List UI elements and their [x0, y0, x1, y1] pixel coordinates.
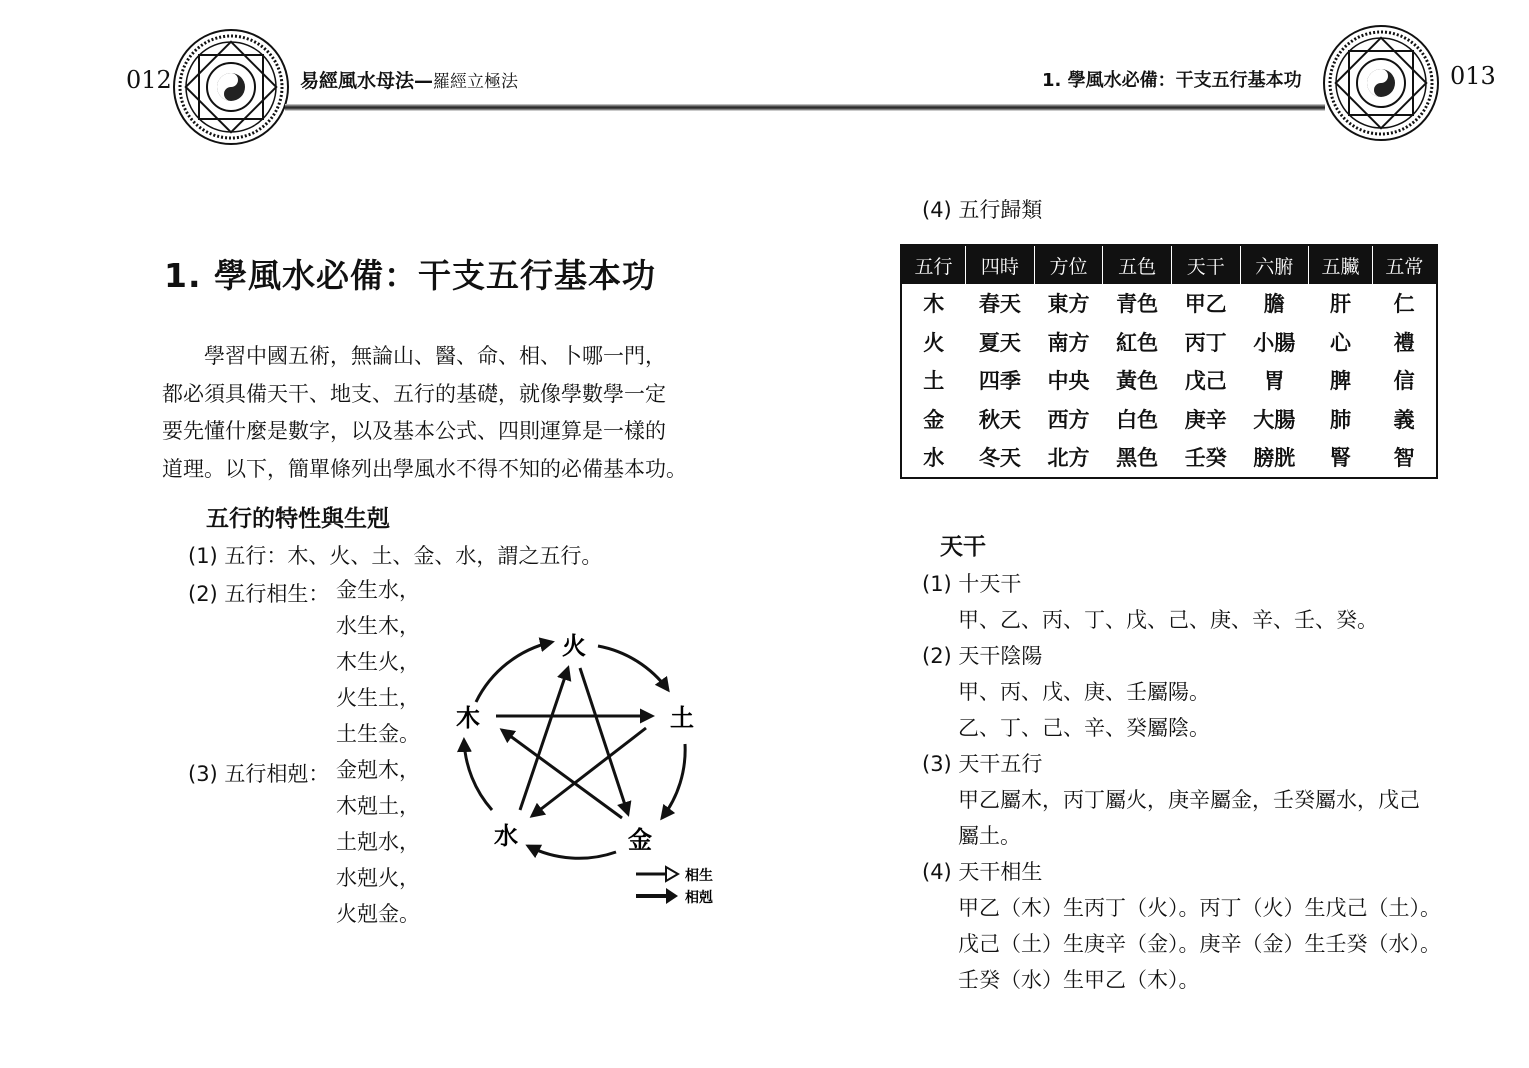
stem-item-line: 戊己（土）生庚辛（金）。庚辛（金）生壬癸（水）。 — [958, 932, 1441, 956]
list-item: 金生水， — [336, 578, 420, 602]
stem-item-line: 甲乙（木）生丙丁（火）。丙丁（火）生戊己（土）。 — [958, 896, 1441, 920]
header-rule — [285, 104, 1325, 111]
table-header-cell: 五行 — [901, 245, 966, 284]
table-cell: 白色 — [1116, 407, 1159, 432]
table-header-cell: 方位 — [1034, 245, 1103, 284]
section-title-heavenly-stems: 天干 — [940, 534, 986, 560]
water-overcomes-fire-arrow — [520, 668, 568, 810]
water-to-wood-arrow — [464, 740, 492, 810]
table-row — [901, 400, 1437, 439]
book-subtitle: 羅經立極法 — [433, 72, 519, 92]
table-cell: 義 — [1393, 407, 1415, 432]
table-cell: 木 — [923, 292, 945, 317]
table-cell: 中央 — [1047, 369, 1090, 394]
left-running-header — [300, 66, 518, 93]
list-item: 火生土， — [336, 686, 420, 710]
intro-line: 都必須具備天干、地支、五行的基礎，就像學數學一定 — [162, 381, 666, 406]
right-running-header: 1. 學風水必備：干支五行基本功 — [1042, 70, 1302, 91]
table-cell: 心 — [1329, 330, 1351, 355]
stem-item-line: 甲、丙、戊、庚、壬屬陽。 — [958, 680, 1210, 704]
table-cell: 膽 — [1263, 292, 1285, 317]
element-wood-label: 木 — [456, 704, 480, 732]
table-cell: 肝 — [1329, 292, 1351, 317]
table-cell: 黑色 — [1116, 446, 1159, 471]
table-cell: 四季 — [978, 369, 1021, 394]
table-cell: 庚辛 — [1184, 407, 1227, 432]
element-earth-label: 土 — [670, 704, 694, 732]
table-cell: 水 — [923, 446, 945, 471]
intro-paragraph — [162, 338, 687, 488]
stem-item-label: (2) 天干陰陽 — [922, 644, 1043, 668]
table-cell: 丙丁 — [1184, 330, 1227, 355]
overcoming-list — [336, 752, 420, 932]
list-item: 木生火， — [336, 650, 420, 674]
table-cell: 禮 — [1393, 330, 1415, 355]
fire-to-earth-arrow — [598, 646, 668, 690]
compass-emblem-right-icon — [1322, 24, 1440, 142]
stem-item-label: (4) 天干相生 — [922, 860, 1043, 884]
book-title: 易經風水母法 — [300, 70, 415, 92]
chapter-title: 1. 學風水必備：干支五行基本功 — [164, 256, 656, 295]
list-item: 土生金。 — [336, 722, 420, 746]
five-elements-table — [900, 244, 1438, 479]
legend-generate-label: 相生 — [685, 868, 713, 884]
heavenly-stems-list — [922, 566, 1441, 998]
table-cell: 腎 — [1329, 446, 1351, 471]
stem-item-line: 屬土。 — [958, 824, 1021, 848]
table-cell: 胃 — [1263, 369, 1285, 394]
stem-item-line: 壬癸（水）生甲乙（木）。 — [958, 968, 1200, 992]
list-item: 水剋火， — [336, 866, 420, 890]
table-caption: (4) 五行歸類 — [922, 198, 1043, 222]
table-cell: 土 — [923, 369, 945, 394]
table-header-cell: 四時 — [966, 245, 1035, 284]
diagram-legend — [636, 867, 713, 906]
table-cell: 信 — [1393, 369, 1415, 394]
intro-line: 學習中國五術，無論山、醫、命、相、卜哪一門， — [204, 344, 666, 368]
element-metal-label: 金 — [628, 826, 652, 854]
table-cell: 脾 — [1329, 369, 1351, 394]
table-row — [901, 438, 1437, 478]
stem-item-label: (3) 天干五行 — [922, 752, 1043, 776]
element-water-label: 水 — [494, 822, 518, 850]
table-cell: 西方 — [1047, 407, 1090, 432]
table-header-cell: 五色 — [1103, 245, 1172, 284]
item-generating-label: (2) 五行相生： — [188, 582, 330, 606]
earth-to-metal-arrow — [662, 744, 685, 818]
table-cell: 秋天 — [978, 407, 1021, 432]
table-cell: 肺 — [1329, 407, 1351, 432]
table-header-cell: 五臟 — [1309, 245, 1373, 284]
table-cell: 北方 — [1047, 446, 1090, 471]
table-cell: 火 — [923, 330, 945, 355]
list-item: 火剋金。 — [336, 902, 420, 926]
table-header-cell: 六腑 — [1240, 245, 1309, 284]
table-cell: 夏天 — [978, 330, 1021, 355]
table-row — [901, 323, 1437, 362]
stem-item-line: 甲乙屬木，丙丁屬火，庚辛屬金，壬癸屬水，戊己 — [958, 788, 1420, 812]
table-header-cell: 天干 — [1171, 245, 1240, 284]
generating-list — [336, 572, 420, 752]
table-cell: 大腸 — [1253, 407, 1296, 432]
stem-item-label: (1) 十天干 — [922, 572, 1022, 596]
legend-overcome-label: 相剋 — [685, 890, 713, 906]
stem-item-line: 乙、丁、己、辛、癸屬陰。 — [958, 716, 1210, 740]
table-cell: 黃色 — [1116, 369, 1159, 394]
earth-overcomes-water-arrow — [532, 728, 646, 816]
right-page-number: 013 — [1450, 62, 1496, 90]
list-item: 水生木， — [336, 614, 420, 638]
table-cell: 小腸 — [1253, 330, 1296, 355]
item-five-elements: (1) 五行：木、火、土、金、水，謂之五行。 — [188, 544, 603, 568]
left-page-number: 012 — [126, 66, 172, 94]
list-item: 土剋水， — [336, 830, 420, 854]
five-elements-diagram — [440, 620, 730, 920]
table-cell: 紅色 — [1116, 330, 1159, 355]
table-cell: 甲乙 — [1184, 292, 1227, 317]
item-overcoming-label: (3) 五行相剋： — [188, 762, 330, 786]
table-cell: 青色 — [1116, 292, 1159, 317]
table-cell: 戊己 — [1184, 369, 1227, 394]
table-header-row — [901, 245, 1437, 284]
element-fire-label: 火 — [562, 632, 586, 660]
table-cell: 仁 — [1393, 292, 1415, 317]
table-cell: 冬天 — [978, 446, 1021, 471]
intro-line: 道理。以下，簡單條列出學風水不得不知的必備基本功。 — [162, 456, 687, 481]
stem-item-line: 甲、乙、丙、丁、戊、己、庚、辛、壬、癸。 — [958, 608, 1378, 632]
table-row — [901, 284, 1437, 323]
table-row — [901, 361, 1437, 400]
intro-line: 要先懂什麼是數字，以及基本公式、四則運算是一樣的 — [162, 419, 666, 443]
table-header-cell: 五常 — [1372, 245, 1437, 284]
table-cell: 春天 — [978, 292, 1021, 317]
section-title-elements: 五行的特性與生剋 — [206, 506, 390, 532]
list-item: 金剋木， — [336, 758, 420, 782]
table-cell: 智 — [1393, 446, 1415, 471]
title-dash: — — [414, 70, 434, 92]
list-item: 木剋土， — [336, 794, 420, 818]
compass-emblem-left-icon — [172, 28, 290, 146]
table-cell: 南方 — [1047, 330, 1090, 355]
metal-to-water-arrow — [528, 846, 616, 858]
table-cell: 金 — [923, 407, 945, 432]
table-cell: 壬癸 — [1184, 446, 1227, 471]
table-cell: 膀胱 — [1253, 446, 1296, 471]
wood-to-fire-arrow — [476, 642, 552, 702]
table-cell: 東方 — [1047, 292, 1090, 317]
